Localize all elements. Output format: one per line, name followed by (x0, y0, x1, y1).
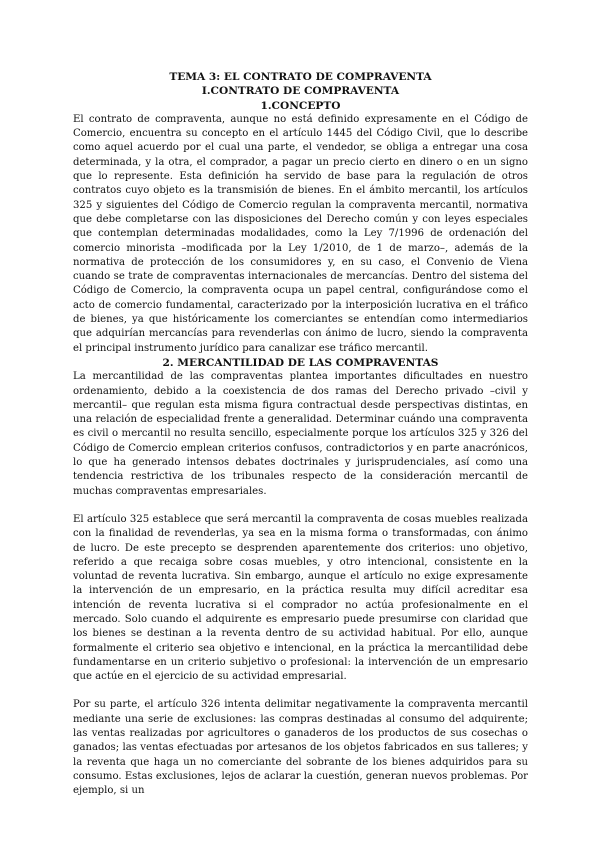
section-2-heading: 2. MERCANTILIDAD DE LAS COMPRAVENTAS (162, 356, 439, 369)
document-title: TEMA 3: EL CONTRATO DE COMPRAVENTA (169, 71, 432, 83)
section-2-paragraph-2: El artículo 325 establece que será mercantil la compraventa de cosas muebles realizada con la finalidad de revenderlas, ya sea en la misma forma o transformadas, con ánimo de lucro. De este precepto se desprenden aparentemente dos criterios: uno objetivo, referido a que recaiga sobre cosas muebles, y otro intencional, consistente en la voluntad de reventa lucrativa. Sin embargo, aunque el artículo no exige expresamente la intervención de un empresario, en la práctica resulta muy difícil acreditar esa intención de reventa lucrativa si el comprador no actúa profesionalmente en el mercado. Solo cuando el adquirente es empresario puede presumirse con claridad que los bienes se destinan a la reventa dentro de su actividad habitual. Por ello, aunque formalmente el criterio sea objetivo e intencional, en la práctica la mercantilidad debe fundamentarse en un criterio subjetivo o profesional: la intervención de un empresario que actúe en el ejercicio de su actividad empresarial. (73, 513, 528, 683)
paragraph-spacer (73, 499, 528, 513)
section-2-paragraph-3: Por su parte, el artículo 326 intenta delimitar negativamente la compraventa mercantil mediante una serie de exclusiones: las compras destinadas al consumo del adquirente; las ventas realizadas por agricultores o ganaderos de los productos de sus cosechas o ganados; las ventas efectuadas por artesanos de los objetos fabricados en sus talleres; y la reventa que haga un no comerciante del sobrante de los bienes adquiridos para su consumo. Estas exclusiones, lejos de aclarar la cuestión, generan nuevos problemas. Por ejemplo, si un (73, 699, 528, 797)
section-1-heading: 1.CONCEPTO (260, 99, 341, 112)
chapter-heading: I.CONTRATO DE COMPRAVENTA (201, 85, 400, 98)
section-1-paragraph: El contrato de compraventa, aunque no está definido expresamente en el Código de Comercio, encuentra su concepto en el artículo 1445 del Código Civil, que lo describe como aquel acuerdo por el cual una parte, el vendedor, se obliga a entregar una cosa determinada, y la otra, el comprador, a pagar un precio cierto en dinero o en un signo que lo represente. Esta definición ha servido de base para la regulación de otros contratos cuyo objeto es la transmisión de bienes. En el ámbito mercantil, los artículos 325 y siguientes del Código de Comercio regulan la compraventa mercantil, normativa que debe completarse con las disposiciones del Derecho común y con leyes especiales que contemplan determinadas modalidades, como la Ley 7/1996 de ordenación del comercio minorista –modificada por la Ley 1/2010, de 1 de marzo–, además de la normativa de protección de los consumidores y, en su caso, el Convenio de Viena cuando se trate de compraventas internacionales de mercancías. Dentro del sistema del Código de Comercio, la compraventa ocupa un papel central, configurándose como el acto de comercio fundamental, caracterizado por la interposición lucrativa en el tráfico de bienes, ya que históricamente los comerciantes se entendían como intermediarios que adquirían mercancías para revenderlas con ánimo de lucro, siendo la compraventa el principal instrumento jurídico para canalizar ese tráfico mercantil. (73, 113, 528, 354)
section-2-paragraph-1: La mercantilidad de las compraventas plantea importantes dificultades en nuestro ordenamiento, debido a la coexistencia de dos ramas del Derecho privado –civil y mercantil– que regulan esta misma figura contractual desde perspectivas distintas, en una relación de especialidad frente a generalidad. Determinar cuándo una compraventa es civil o mercantil no resulta sencillo, especialmente porque los artículos 325 y 326 del Código de Comercio emplean criterios confusos, contradictorios y en parte anacrónicos, lo que ha generado intensos debates doctrinales y jurisprudenciales, así como una tendencia restrictiva de los tribunales respecto de la consideración mercantil de muchas compraventas empresariales. (73, 371, 528, 497)
paragraph-spacer (73, 684, 528, 698)
document-page (73, 70, 528, 799)
